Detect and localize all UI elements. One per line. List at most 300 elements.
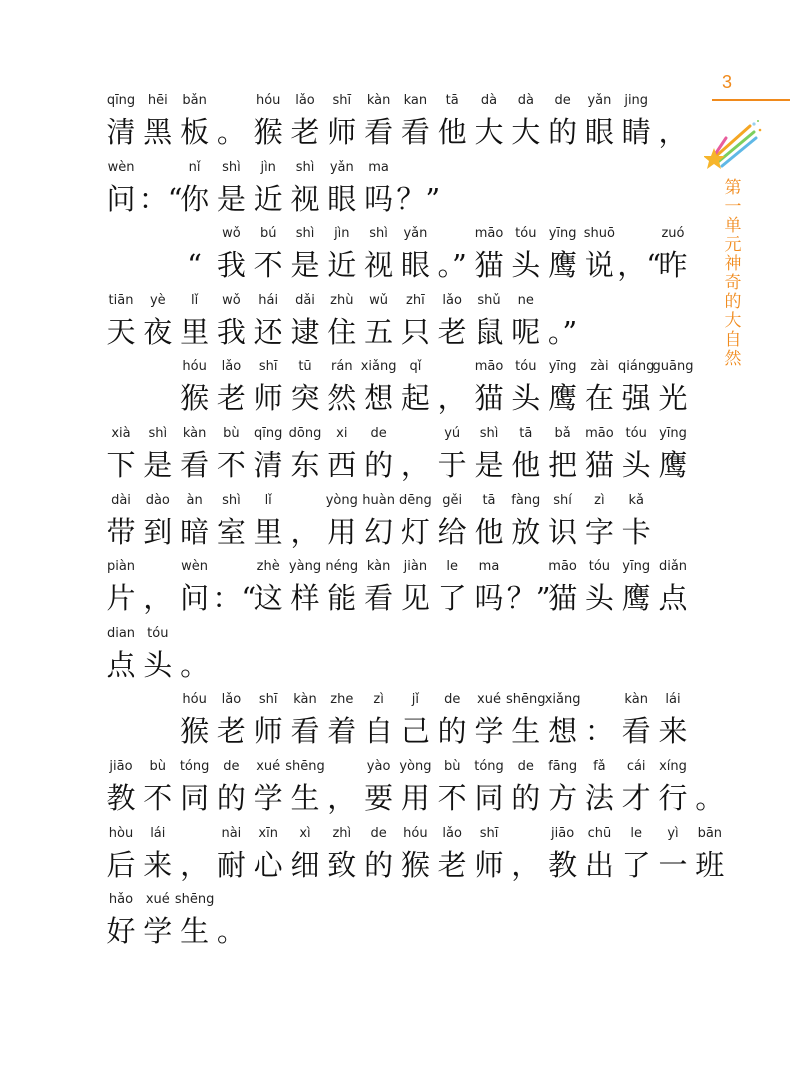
hanzi: 给 <box>437 514 467 549</box>
pinyin: bú <box>259 226 277 242</box>
hanzi: 见 <box>400 581 430 616</box>
pinyin: māo <box>585 426 614 441</box>
hanzi: 字 <box>584 514 614 549</box>
hanzi: 。 <box>216 914 246 949</box>
hanzi: 头 <box>511 248 541 283</box>
character-cell <box>580 226 618 286</box>
hanzi: 。” <box>437 248 467 283</box>
hanzi: 。 <box>180 647 210 682</box>
pinyin: shì <box>222 492 241 508</box>
hanzi: 看 <box>290 714 320 749</box>
pinyin: wǒ <box>222 226 241 242</box>
pinyin: bù <box>149 759 167 774</box>
hanzi: 不 <box>143 781 173 815</box>
pinyin: tiān <box>108 292 134 308</box>
hanzi: 才 <box>621 781 651 815</box>
pinyin: kàn <box>293 692 317 708</box>
page-number: 3 <box>722 72 733 92</box>
hanzi: 的 <box>437 714 467 749</box>
hanzi: 出 <box>584 847 614 882</box>
text-line <box>0 93 700 153</box>
hanzi: 学 <box>143 914 173 949</box>
pinyin: zì <box>373 692 384 708</box>
pinyin: shì <box>369 226 388 242</box>
pinyin: kan <box>403 93 428 108</box>
hanzi: 来 <box>143 847 173 882</box>
hanzi: 他 <box>474 514 504 549</box>
character-cell <box>176 93 214 153</box>
pinyin: dēng <box>399 492 432 508</box>
character-cell <box>544 293 582 353</box>
pinyin: shǔ <box>477 292 501 308</box>
pinyin: hóu <box>255 93 281 108</box>
pinyin: yòng <box>399 759 432 774</box>
pinyin: lǎo <box>442 292 462 308</box>
pinyin: shēng <box>174 892 215 908</box>
hanzi: 板 <box>180 115 210 149</box>
pinyin: yǎn <box>329 159 354 175</box>
text-line <box>0 426 700 486</box>
pinyin: piàn <box>106 559 136 575</box>
hanzi: ， <box>327 781 357 815</box>
hanzi: 逮 <box>290 314 320 349</box>
hanzi: 猴 <box>253 115 283 149</box>
character-cell <box>396 160 441 220</box>
pinyin: dà <box>480 93 498 108</box>
pinyin: tā <box>445 93 459 108</box>
hanzi: 你 <box>180 181 210 216</box>
pinyin: xué <box>145 892 170 908</box>
pinyin: hòu <box>108 825 134 841</box>
hanzi: 同 <box>474 781 504 815</box>
hanzi: 到 <box>143 514 173 549</box>
hanzi: 看 <box>400 115 430 149</box>
hanzi: 放 <box>511 514 541 549</box>
pinyin: bù <box>443 759 461 774</box>
pinyin: lái <box>150 825 166 841</box>
hanzi: 己 <box>400 714 430 749</box>
hanzi: 鹰 <box>548 248 578 283</box>
hanzi: 问 <box>106 181 136 216</box>
text-line <box>0 825 725 886</box>
pinyin: fàng <box>511 492 541 508</box>
hanzi: 。 <box>216 115 246 149</box>
pinyin: lǎo <box>442 825 462 841</box>
hanzi: 突 <box>290 381 320 416</box>
hanzi: 五 <box>364 314 394 349</box>
character-cell <box>396 359 434 419</box>
hanzi: 猫 <box>474 248 504 283</box>
hanzi: 了 <box>621 847 651 882</box>
character-cell <box>507 293 545 353</box>
hanzi: 鹰 <box>658 448 688 482</box>
hanzi: 班 <box>695 847 725 882</box>
pinyin: jìn <box>260 159 276 175</box>
pinyin: qīng <box>254 426 283 441</box>
hanzi: 是 <box>290 248 320 283</box>
hanzi: 只 <box>400 314 430 349</box>
pinyin: yīng <box>659 426 687 441</box>
pinyin: zhī <box>406 292 425 308</box>
pinyin: chū <box>587 825 612 841</box>
hanzi: 强 <box>621 381 651 416</box>
character-cell <box>176 626 214 686</box>
character-cell <box>139 626 177 686</box>
hanzi: 师 <box>327 115 357 149</box>
hanzi: 天 <box>106 314 136 349</box>
hanzi: 老 <box>216 381 246 416</box>
pinyin: dà <box>517 93 534 108</box>
hanzi: 卡 <box>621 514 651 549</box>
hanzi: 头 <box>584 581 614 616</box>
pinyin: de <box>223 759 240 774</box>
hanzi: 眼 <box>584 115 614 149</box>
unit-title: 第一单元 神奇的大自然 <box>724 178 742 368</box>
hanzi: 老 <box>290 115 320 149</box>
hanzi: 。” <box>547 314 578 349</box>
pinyin: lái <box>665 692 681 708</box>
hanzi: 自 <box>364 714 394 749</box>
text-line <box>0 160 700 220</box>
pinyin: bǎn <box>182 93 207 108</box>
hanzi: 看 <box>364 581 394 616</box>
hanzi: 猴 <box>400 847 430 882</box>
hanzi: 来 <box>658 714 688 749</box>
character-cell <box>396 226 434 286</box>
hanzi: 带 <box>106 514 136 549</box>
hanzi: 猴 <box>180 381 210 416</box>
hanzi: 师 <box>253 381 283 416</box>
hanzi: 片 <box>106 581 136 616</box>
hanzi: 头 <box>621 448 651 482</box>
pinyin: ma <box>368 159 389 175</box>
hanzi: 了 <box>437 581 467 616</box>
hanzi: 识 <box>548 514 578 549</box>
hanzi: 夜 <box>143 314 173 349</box>
pinyin: xué <box>477 692 501 708</box>
character-cell <box>691 759 729 819</box>
hanzi: 细 <box>290 847 320 882</box>
hanzi: 里 <box>253 514 283 549</box>
hanzi: 幻 <box>364 514 394 549</box>
hanzi: 的 <box>216 781 246 815</box>
hanzi: 下 <box>106 448 136 482</box>
character-cell <box>176 892 214 952</box>
pinyin: yòng <box>325 492 358 508</box>
hanzi: 老 <box>216 714 246 749</box>
hanzi: 看 <box>621 714 651 749</box>
pinyin: yì <box>667 825 679 841</box>
pinyin: wèn <box>181 559 209 575</box>
hanzi: 老 <box>437 314 467 349</box>
hanzi: 方 <box>548 781 578 815</box>
pinyin: tóu <box>588 559 611 575</box>
hanzi: 暗 <box>180 514 210 549</box>
hanzi: 行 <box>658 781 688 815</box>
hanzi: 心 <box>253 847 283 882</box>
pinyin: ne <box>517 292 534 308</box>
hanzi: 还 <box>253 314 283 349</box>
pinyin: hóu <box>182 692 207 708</box>
pinyin: tóu <box>515 359 537 375</box>
hanzi: 然 <box>327 381 357 416</box>
hanzi: 近 <box>253 181 283 216</box>
hanzi: 光 <box>658 381 688 416</box>
hanzi: 耐 <box>216 847 246 882</box>
pinyin: shuō <box>583 226 615 242</box>
hanzi: ？” <box>396 181 441 216</box>
pinyin: zài <box>590 359 609 375</box>
character-cell <box>102 160 140 220</box>
pinyin: de <box>370 426 387 441</box>
hanzi: 灯 <box>400 514 430 549</box>
hanzi: 的 <box>548 115 578 149</box>
pinyin: xi <box>336 426 348 441</box>
hanzi: 东 <box>290 448 320 482</box>
pinyin: yīng <box>548 226 577 242</box>
pinyin: māo <box>474 359 504 375</box>
character-cell <box>617 493 655 553</box>
pinyin: tóu <box>515 226 537 242</box>
hanzi: ， <box>143 581 173 616</box>
hanzi: 师 <box>253 714 283 749</box>
hanzi: 于 <box>437 448 467 482</box>
character-cell <box>212 892 250 952</box>
pinyin: fāng <box>548 759 578 774</box>
hanzi: 学 <box>474 714 504 749</box>
pinyin: huàn <box>362 492 395 508</box>
hanzi: 猫 <box>584 448 614 482</box>
character-cell <box>176 559 214 619</box>
text-line <box>0 892 700 952</box>
hanzi: 把 <box>548 448 578 482</box>
character-cell <box>286 759 324 819</box>
hanzi: 他 <box>437 115 467 149</box>
hanzi: ， <box>290 514 320 549</box>
hanzi: 起 <box>400 381 430 416</box>
pinyin: bān <box>697 825 723 841</box>
hanzi: 点 <box>106 647 136 682</box>
hanzi: ： <box>584 714 614 749</box>
hanzi: 教 <box>106 781 136 815</box>
hanzi: 想 <box>548 714 578 749</box>
hanzi: “ <box>187 248 202 283</box>
hanzi: 视 <box>290 181 320 216</box>
hanzi: 视 <box>364 248 394 283</box>
pinyin: qǐ <box>409 359 422 375</box>
character-cell <box>360 426 398 486</box>
pinyin: shī <box>258 692 278 708</box>
pinyin: shī <box>258 359 278 375</box>
hanzi: 鼠 <box>474 314 504 349</box>
hanzi: 鹰 <box>548 381 578 416</box>
hanzi: 睛 <box>621 115 651 149</box>
character-cell <box>654 692 692 752</box>
pinyin: tóu <box>147 625 169 641</box>
pinyin: guāng <box>652 359 694 375</box>
pinyin: bǎ <box>554 426 571 441</box>
hanzi: 吗 <box>364 181 394 216</box>
pinyin: xiǎng <box>360 359 397 375</box>
pinyin: lǎo <box>221 692 242 708</box>
hanzi: 说 <box>584 248 614 283</box>
pinyin: yīng <box>548 359 577 375</box>
pinyin: jing <box>624 93 649 108</box>
pinyin: shì <box>222 159 241 175</box>
hanzi: 头 <box>143 647 173 682</box>
hanzi: 想 <box>364 381 394 416</box>
pinyin: hái <box>258 292 279 308</box>
pinyin: néng <box>325 559 359 575</box>
hanzi: 清 <box>106 115 136 149</box>
pinyin: kǎ <box>628 492 644 508</box>
pinyin: zhù <box>330 292 354 308</box>
hanzi: 同 <box>180 781 210 815</box>
text-line <box>0 559 700 619</box>
text-line <box>0 759 725 819</box>
pinyin: māo <box>474 226 504 242</box>
pinyin: fǎ <box>593 759 606 774</box>
pinyin: yào <box>366 759 391 774</box>
hanzi: 不 <box>253 248 283 283</box>
pinyin: lǎo <box>295 93 315 108</box>
pinyin: zhe <box>330 692 354 708</box>
pinyin: xià <box>111 426 131 441</box>
pinyin: shì <box>295 159 315 175</box>
hanzi: 师 <box>474 847 504 882</box>
hanzi: 近 <box>327 248 357 283</box>
pinyin: shī <box>332 93 352 108</box>
hanzi: 是 <box>216 181 246 216</box>
pinyin: shēng <box>285 759 325 774</box>
character-cell <box>360 160 398 220</box>
pinyin: dào <box>145 492 170 508</box>
pinyin: hēi <box>147 93 168 108</box>
character-cell <box>249 493 287 553</box>
pinyin: shì <box>479 426 499 441</box>
pinyin: yàng <box>288 559 322 575</box>
hanzi: 黑 <box>143 115 173 149</box>
pinyin: jìn <box>334 226 350 242</box>
character-cell <box>102 559 140 619</box>
hanzi: 法 <box>584 781 614 815</box>
hanzi: 我 <box>216 314 246 349</box>
text-line <box>0 293 700 353</box>
pinyin: gěi <box>442 492 463 508</box>
pinyin: yú <box>444 426 461 441</box>
hanzi: 的 <box>364 847 394 882</box>
character-cell <box>654 759 692 819</box>
hanzi: 吗 <box>474 581 504 616</box>
hanzi: 呢 <box>511 314 541 349</box>
pinyin: zhè <box>256 559 280 575</box>
pinyin: diǎn <box>658 559 688 575</box>
pinyin: nǐ <box>188 159 201 175</box>
pinyin: qiáng <box>618 359 655 375</box>
pinyin: de <box>554 93 571 108</box>
hanzi: 他 <box>511 448 541 482</box>
pinyin: wǔ <box>369 292 389 308</box>
pinyin: tóng <box>474 759 504 774</box>
pinyin: ma <box>478 559 500 575</box>
pinyin: wǒ <box>222 292 241 308</box>
hanzi: 要 <box>364 781 394 815</box>
pinyin: jǐ <box>411 692 419 708</box>
hanzi: ， <box>400 448 430 482</box>
pinyin: de <box>517 759 534 774</box>
hanzi: 室 <box>216 514 246 549</box>
pinyin: lǐ <box>190 292 199 308</box>
hanzi: 我 <box>216 248 246 283</box>
hanzi: ，“ <box>617 248 662 283</box>
hanzi: 致 <box>327 847 357 882</box>
pinyin: zuó <box>661 226 685 242</box>
hanzi: 生 <box>511 714 541 749</box>
pinyin: wèn <box>107 159 135 175</box>
pinyin: kàn <box>366 93 391 108</box>
character-cell <box>691 826 729 886</box>
hanzi: ， <box>658 115 688 149</box>
hanzi: 好 <box>106 914 136 949</box>
hanzi: 猫 <box>548 581 578 616</box>
pinyin: hǎo <box>108 892 134 908</box>
pinyin: de <box>444 692 461 708</box>
pinyin: xīn <box>258 825 278 841</box>
hanzi: 看 <box>364 115 394 149</box>
pinyin: dài <box>111 492 131 508</box>
hanzi: ：“ <box>138 181 183 216</box>
character-cell <box>654 426 692 486</box>
hanzi: 大 <box>474 115 504 149</box>
pinyin: yè <box>149 292 166 308</box>
hanzi: 大 <box>511 115 541 149</box>
pinyin: le <box>630 825 642 841</box>
hanzi: 眼 <box>327 181 357 216</box>
pinyin: dōng <box>288 426 322 441</box>
text-line <box>0 226 700 286</box>
pinyin: māo <box>548 559 577 575</box>
pinyin: àn <box>186 492 203 508</box>
hanzi: 头 <box>511 381 541 416</box>
hanzi: ：“ <box>212 581 257 616</box>
pinyin: shí <box>553 492 572 508</box>
hanzi: 点 <box>658 581 688 616</box>
pinyin: lǐ <box>264 492 272 508</box>
hanzi: 里 <box>180 314 210 349</box>
pinyin: xíng <box>659 759 687 774</box>
character-cell <box>654 226 692 286</box>
hanzi: 不 <box>216 448 246 482</box>
text-line <box>0 493 700 553</box>
hanzi: 老 <box>437 847 467 882</box>
character-cell <box>654 359 692 419</box>
hanzi: ， <box>180 847 210 882</box>
hanzi: 着 <box>327 714 357 749</box>
pinyin: yǎn <box>403 226 428 242</box>
hanzi: 眼 <box>400 248 430 283</box>
pinyin: dian <box>106 625 136 641</box>
pinyin: de <box>370 825 387 841</box>
pinyin: xué <box>256 759 281 774</box>
hanzi: 的 <box>511 781 541 815</box>
pinyin: xiǎng <box>544 692 581 708</box>
pinyin: kàn <box>366 559 391 575</box>
pinyin: tóu <box>625 426 647 441</box>
hanzi: 西 <box>327 448 357 482</box>
hanzi: 后 <box>106 847 136 882</box>
hanzi: 在 <box>584 381 614 416</box>
character-cell <box>470 559 508 619</box>
